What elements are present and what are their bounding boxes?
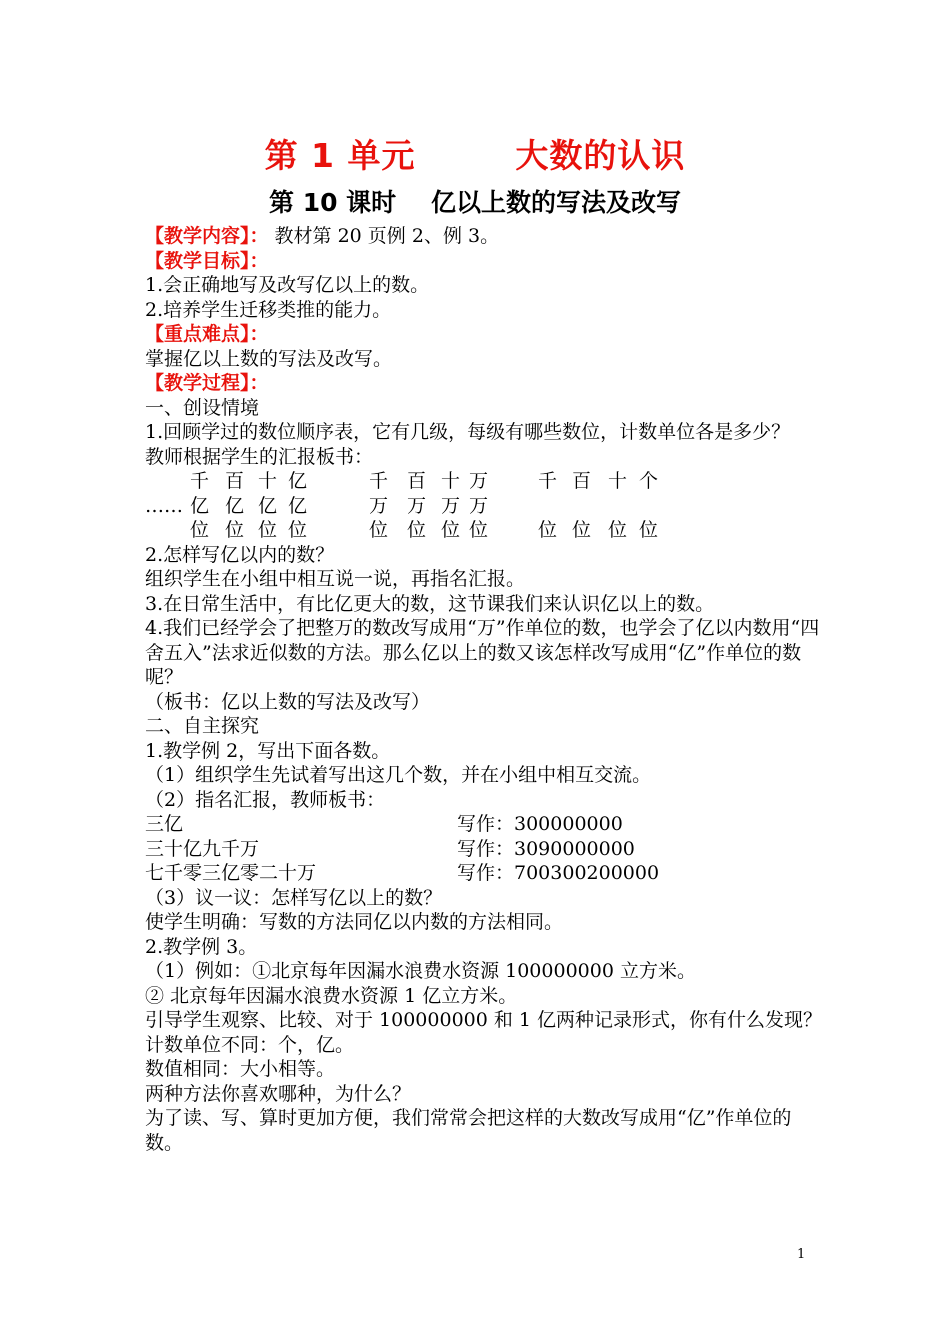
unit-title: 第 1 单元 大数的认识 [264,136,686,175]
place-cell: 万 [369,494,389,517]
ellipsis-prefix: …… [145,494,183,517]
place-cell: 万 [469,470,489,492]
example-3-heading: 2.教学例 3。 [145,935,258,958]
section-1-question-2-text: 组织学生在小组中相互说一说，再指名汇报。 [145,568,526,590]
place-cell: 千 [369,470,389,492]
place-cell: 位 [538,519,558,541]
example-written: 写作：300000000 [457,813,623,835]
place-cell: 亿 [288,494,308,517]
place-cell: 位 [225,519,245,541]
lesson-title: 第 10 课时 亿以上数的写法及改写 [268,188,681,217]
place-value-row-3 [145,518,825,543]
example-3-step-5: 数值相同：大小相等。 [145,1058,336,1080]
example-written: 写作：700300200000 [457,862,660,884]
page-number: 1 [797,1247,806,1262]
example-row [145,861,825,886]
place-cell: 百 [225,470,245,492]
place-cell: 百 [407,470,427,492]
goal-1: 1.会正确地写及改写亿以上的数。 [145,274,430,296]
example-word: 三十亿九千万 [145,837,260,860]
example-row [145,837,825,862]
goal-2: 2.培养学生迁移类推的能力。 [145,298,392,321]
example-word: 三亿 [145,813,184,835]
place-value-row-2 [145,494,825,519]
place-cell: 位 [258,519,278,541]
section-2-title: 二、自主探究 [145,715,260,737]
section-1-question-3: 3.在日常生活中，有比亿更大的数，这节课我们来认识亿以上的数。 [145,592,715,615]
example-3-step-1: （1）例如：①北京每年因漏水浪费水资源 100000000 立方米。 [145,960,696,982]
example-2-step-4: 使学生明确：写数的方法同亿以内数的方法相同。 [145,911,564,933]
goals-label: 【教学目标】： [145,249,269,272]
place-cell: 位 [572,519,592,541]
place-cell: 个 [639,470,659,492]
place-cell: 万 [441,494,461,517]
key-label: 【重点难点】： [145,323,269,345]
place-value-row-1 [145,469,825,494]
place-cell: 十 [258,470,278,492]
section-1-question-1: 1.回顾学过的数位顺序表，它有几级，每级有哪些数位，计数单位各是多少？ [145,421,791,443]
place-cell: 万 [407,494,427,517]
example-written: 写作：3090000000 [457,837,635,860]
example-2-step-3: （3）议一议：怎样写亿以上的数？ [145,886,443,909]
place-cell: 千 [190,470,210,492]
section-1-board-2: （板书：亿以上数的写法及改写） [145,690,431,713]
place-cell: 十 [608,470,628,492]
example-3-step-6: 两种方法你喜欢哪种，为什么？ [145,1082,412,1105]
content-line [145,224,825,249]
section-1-board-intro: 教师根据学生的汇报板书： [145,445,374,468]
example-2-heading: 1.教学例 2，写出下面各数。 [145,739,391,762]
place-cell: 位 [288,519,308,541]
document-body [145,224,825,1155]
key-text: 掌握亿以上数的写法及改写。 [145,347,393,370]
example-3-step-3: 引导学生观察、比较、对于 100000000 和 1 亿两种记录形式，你有什么发现？ [145,1009,823,1031]
place-cell: 亿 [258,494,278,517]
place-cell: 位 [369,519,389,541]
place-cell: 十 [441,470,461,492]
example-2-step-2: （2）指名汇报，教师板书： [145,788,386,811]
place-cell: 位 [407,519,427,541]
example-word: 七千零三亿零二十万 [145,862,317,884]
content-label: 【教学内容】： [145,225,269,247]
example-3-step-4: 计数单位不同：个，亿。 [145,1033,355,1056]
place-cell: 位 [469,519,489,541]
place-cell: 亿 [288,470,308,492]
place-cell: 位 [639,519,659,541]
place-cell: 位 [608,519,628,541]
example-3-step-7: 为了读、写、算时更加方便，我们常常会把这样的大数改写成用“亿”作单位的数。 [145,1107,792,1154]
place-cell: 千 [538,470,558,492]
section-1-question-2: 2.怎样写亿以内的数？ [145,543,335,566]
section-1-question-4: 4.我们已经学会了把整万的数改写成用“万”作单位的数，也学会了亿以内数用“四舍五入”法求近似数的方法。那么亿以上的数又该怎样改写成用“亿”作单位的数呢？ [145,617,820,688]
place-cell: 位 [190,519,210,541]
place-cell: 亿 [190,494,210,517]
section-1-title: 一、创设情境 [145,396,260,419]
place-cell: 万 [469,494,489,517]
content-text: 教材第 20 页例 2、例 3。 [268,225,500,247]
place-cell: 亿 [225,494,245,517]
example-3-step-2: ② 北京每年因漏水浪费水资源 1 亿立方米。 [145,984,518,1007]
place-cell: 位 [441,519,461,541]
example-2-step-1: （1）组织学生先试着写出这几个数，并在小组中相互交流。 [145,764,652,786]
place-cell: 百 [572,470,592,492]
example-row [145,812,825,837]
process-label: 【教学过程】： [145,372,269,394]
